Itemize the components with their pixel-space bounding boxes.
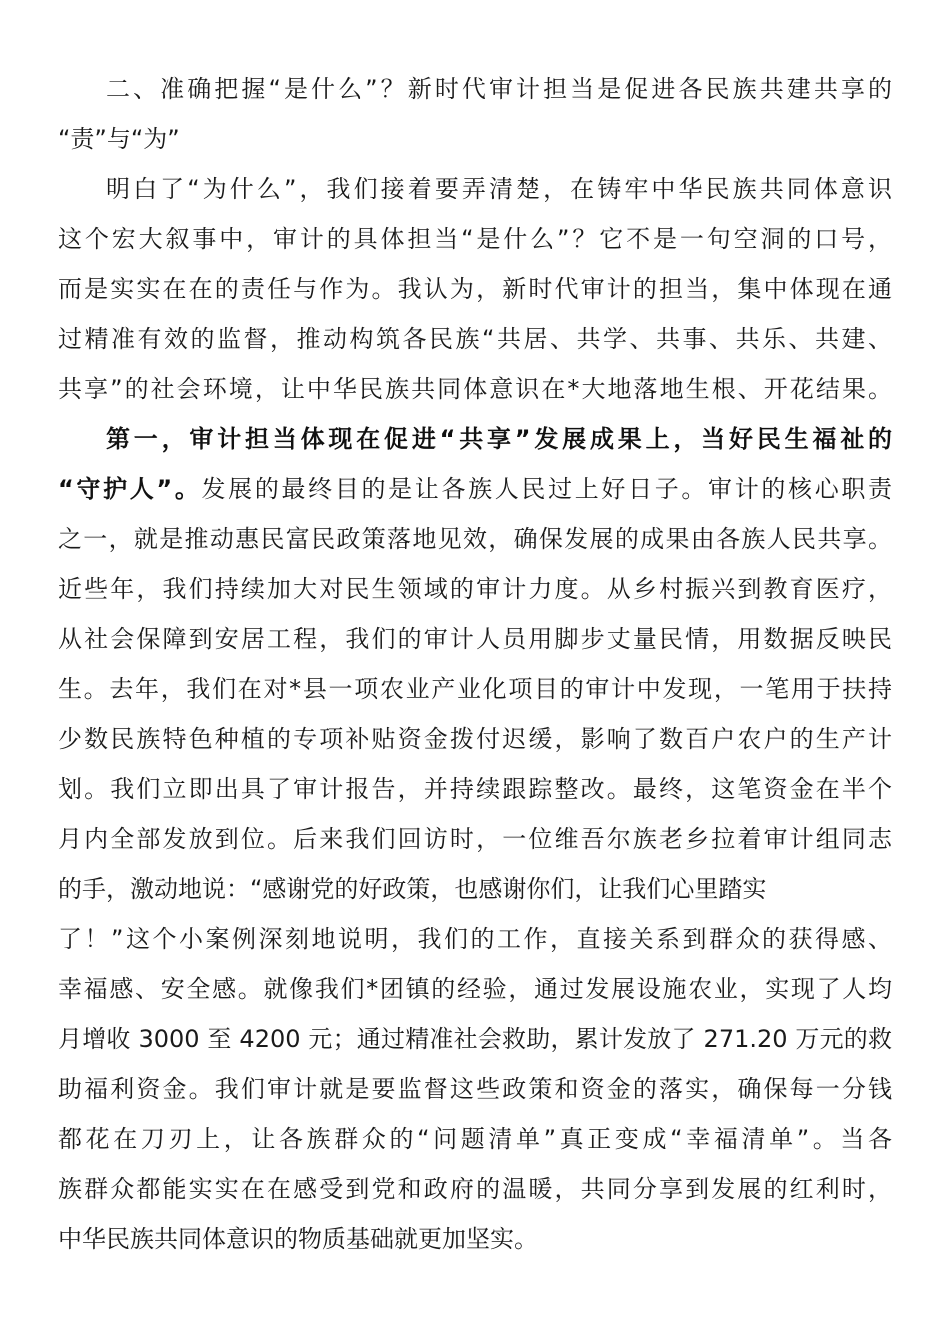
paragraph-2-line: 助福利资金。我们审计就是要监督这些政策和资金的落实，确保每一分钱 xyxy=(58,1075,892,1103)
paragraph-2-bold-tail: “守护人”。 xyxy=(58,475,202,503)
paragraph-1-line: 共享”的社会环境，让中华民族共同体意识在*大地落地生根、开花结果。 xyxy=(58,375,892,403)
paragraph-2-line: 划。我们立即出具了审计报告，并持续跟踪整改。最终，这笔资金在半个 xyxy=(58,775,892,803)
paragraph-2-line: 近些年，我们持续加大对民生领域的审计力度。从乡村振兴到教育医疗， xyxy=(58,575,892,603)
paragraph-2-line: 中华民族共同体意识的物质基础就更加坚实。 xyxy=(58,1225,538,1253)
paragraph-2-line-rest: 发展的最终目的是让各族人民过上好日子。审计的核心职责 xyxy=(201,475,892,503)
paragraph-2-line: 生。去年，我们在对*县一项农业产业化项目的审计中发现，一笔用于扶持 xyxy=(58,675,892,703)
paragraph-1-line: 而是实实在在的责任与作为。我认为，新时代审计的担当，集中体现在通 xyxy=(58,275,892,303)
paragraph-2-line: 都花在刀刃上，让各族群众的“问题清单”真正变成“幸福清单”。当各 xyxy=(58,1125,892,1153)
paragraph-2-line xyxy=(58,464,892,514)
paragraph-2-line: 的手，激动地说：“感谢党的好政策，也感谢你们，让我们心里踏实 xyxy=(58,875,767,903)
paragraph-2-bold-lead: 第一，审计担当体现在促进“共享”发展成果上，当好民生福祉的 xyxy=(106,425,892,453)
paragraph-2-line: 月内全部发放到位。后来我们回访时，一位维吾尔族老乡拉着审计组同志 xyxy=(58,825,892,853)
section-heading-line-1: 二、准确把握“是什么”？新时代审计担当是促进各民族共建共享的 xyxy=(106,75,892,103)
paragraph-1-line: 这个宏大叙事中，审计的具体担当“是什么”？它不是一句空洞的口号， xyxy=(58,225,892,253)
section-heading-line-2: “责”与“为” xyxy=(58,125,180,153)
paragraph-2-line: 幸福感、安全感。就像我们*团镇的经验，通过发展设施农业，实现了人均 xyxy=(58,975,892,1003)
paragraph-2-line: 少数民族特色种植的专项补贴资金拨付迟缓，影响了数百户农户的生产计 xyxy=(58,725,892,753)
paragraph-1-line: 明白了“为什么”，我们接着要弄清楚，在铸牢中华民族共同体意识 xyxy=(106,175,892,203)
paragraph-2-line: 月增收 3000 至 4200 元；通过精准社会救助，累计发放了 271.20 万元的救 xyxy=(58,1025,892,1053)
paragraph-2-line: 从社会保障到安居工程，我们的审计人员用脚步丈量民情，用数据反映民 xyxy=(58,625,892,653)
paragraph-2-line: 族群众都能实实在在感受到党和政府的温暖，共同分享到发展的红利时， xyxy=(58,1175,892,1203)
paragraph-1-line: 过精准有效的监督，推动构筑各民族“共居、共学、共事、共乐、共建、 xyxy=(58,325,892,353)
paragraph-2-line: 之一，就是推动惠民富民政策落地见效，确保发展的成果由各族人民共享。 xyxy=(58,525,892,553)
paragraph-2-line: 了！”这个小案例深刻地说明，我们的工作，直接关系到群众的获得感、 xyxy=(58,925,892,953)
